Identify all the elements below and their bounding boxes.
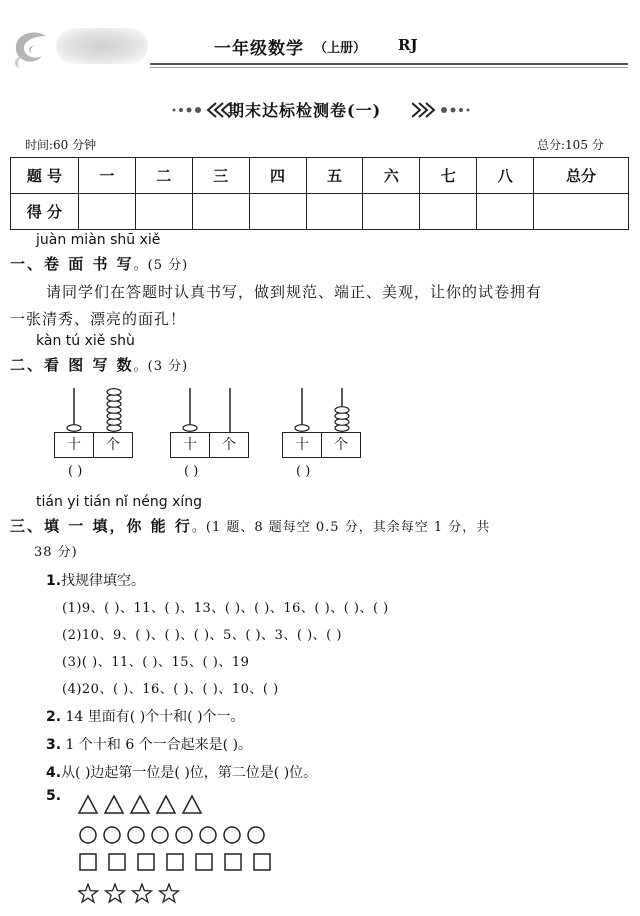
square-row [78,852,278,874]
star-icon [160,884,179,902]
square-icon [196,854,212,870]
star-icon [133,884,152,902]
tens-label: 十 [282,432,322,458]
sequence-4[interactable]: (4)20、( )、16、( )、( )、10、( ) [62,682,279,697]
section1-title: 一、卷 面 书 写 [10,255,134,273]
table-cell: 题 号 [11,158,79,194]
total-score: 总分:105 分 [537,138,604,152]
question-3[interactable] [46,734,252,754]
abacus-1 [54,384,134,479]
section3-heading-cont [34,541,78,560]
triangle-icon [105,796,123,813]
answer-blank[interactable]: ( ) [296,464,311,479]
ones-label: 个 [93,432,133,458]
exam-title: 期末达标检测卷(一) [228,101,382,120]
abacus-3 [282,384,362,479]
circle-icon [128,827,144,843]
table-cell: 二 [135,158,192,194]
question-number: 1. [46,573,62,589]
score-blank[interactable] [306,194,363,230]
star-icon [79,884,98,902]
answer-blank[interactable]: ( ) [184,464,199,479]
abacus-2-rods [170,384,250,434]
triangle-icon [79,796,97,813]
question-number: 5. [46,788,62,804]
table-cell: 四 [249,158,306,194]
triangle-icon [157,796,175,813]
star-icon [106,884,125,902]
circle-icon [104,827,120,843]
title-ornament-right-icon [412,102,472,118]
question-number: 2. [46,709,62,725]
score-blank[interactable] [420,194,477,230]
question-1 [46,570,145,590]
table-cell: 七 [420,158,477,194]
header-edition: RJ [398,36,418,54]
score-blank[interactable] [78,194,135,230]
section3-heading [10,515,490,536]
question-4[interactable] [46,762,317,782]
square-icon [138,854,154,870]
title-ornament-left-icon [170,102,230,118]
sequence-2[interactable]: (2)10、9、( )、( )、( )、5、( )、3、( )、( ) [62,628,342,643]
score-table [10,157,629,230]
score-blank[interactable] [192,194,249,230]
circle-icon [152,827,168,843]
square-icon [109,854,125,870]
score-blank[interactable] [534,194,629,230]
abacus-2 [170,384,250,479]
header-volume: （上册） [314,41,367,56]
answer-blank[interactable]: ( ) [68,464,83,479]
triangle-row [78,794,208,816]
triangle-icon [131,796,149,813]
score-blank[interactable] [249,194,306,230]
question-5 [46,788,61,804]
publisher-logo-icon [8,26,56,70]
question-2-text: 14 里面有( )个十和( )个一。 [65,709,245,725]
header-blurred-logo [56,28,148,64]
sequence-1[interactable]: (1)9、( )、11、( )、13、( )、( )、16、( )、( )、( ) [62,601,389,616]
header-title: 一年级数学 [214,39,304,59]
header-rule-thin [150,67,628,68]
header-rule [150,63,628,65]
table-cell: 总分 [534,158,629,194]
circle-icon [200,827,216,843]
score-blank[interactable] [363,194,420,230]
circle-icon [176,827,192,843]
section1-points: 。(5 分) [133,258,189,273]
question-2[interactable] [46,706,245,726]
square-icon [254,854,270,870]
score-blank[interactable] [135,194,192,230]
abacus-1-rods [54,384,134,434]
circle-icon [248,827,264,843]
square-icon [167,854,183,870]
ones-label: 个 [209,432,249,458]
section2-points: 。(3 分) [133,359,189,374]
score-table-score-row [11,194,629,230]
question-1-text: 找规律填空。 [61,573,146,589]
circle-row [78,824,278,846]
circle-icon [80,827,96,843]
section3-pinyin: tián yi tián nǐ néng xíng [36,494,203,510]
star-row [78,883,198,905]
score-table-header-row [11,158,629,194]
table-cell: 八 [477,158,534,194]
section2-title: 二、看 图 写 数 [10,356,134,374]
question-number: 4. [46,765,62,781]
section3-points: 。(1 题、8 题每空 0.5 分，其余每空 1 分，共 [191,520,491,535]
abacus-3-rods [282,384,362,434]
ones-label: 个 [321,432,361,458]
table-cell: 三 [192,158,249,194]
circle-icon [224,827,240,843]
section1-text-line1: 请同学们在答题时认真书写，做到规范、端正、美观，让你的试卷拥有 [46,283,543,301]
question-number: 3. [46,737,62,753]
section3-title: 三、填 一 填，你 能 行 [10,517,192,535]
section3-points-cont: 38 分) [34,545,78,560]
sequence-3[interactable]: (3)( )、11、( )、15、( )、19 [62,655,250,670]
table-cell: 六 [363,158,420,194]
section1-pinyin: juàn miàn shū xiě [36,232,161,248]
score-blank[interactable] [477,194,534,230]
section1-text-line2: 一张清秀、漂亮的面孔！ [10,310,187,328]
table-cell: 五 [306,158,363,194]
time-limit: 时间:60 分钟 [25,138,97,152]
section2-heading [10,354,188,375]
table-cell: 一 [78,158,135,194]
section1-heading [10,253,188,274]
table-cell: 得 分 [11,194,79,230]
tens-label: 十 [170,432,210,458]
square-icon [80,854,96,870]
triangle-icon [183,796,201,813]
tens-label: 十 [54,432,94,458]
square-icon [225,854,241,870]
section2-pinyin: kàn tú xiě shù [36,333,135,349]
question-4-text: 从( )边起第一位是( )位，第二位是( )位。 [61,765,318,781]
question-3-text: 1 个十和 6 个一合起来是( )。 [65,737,253,753]
